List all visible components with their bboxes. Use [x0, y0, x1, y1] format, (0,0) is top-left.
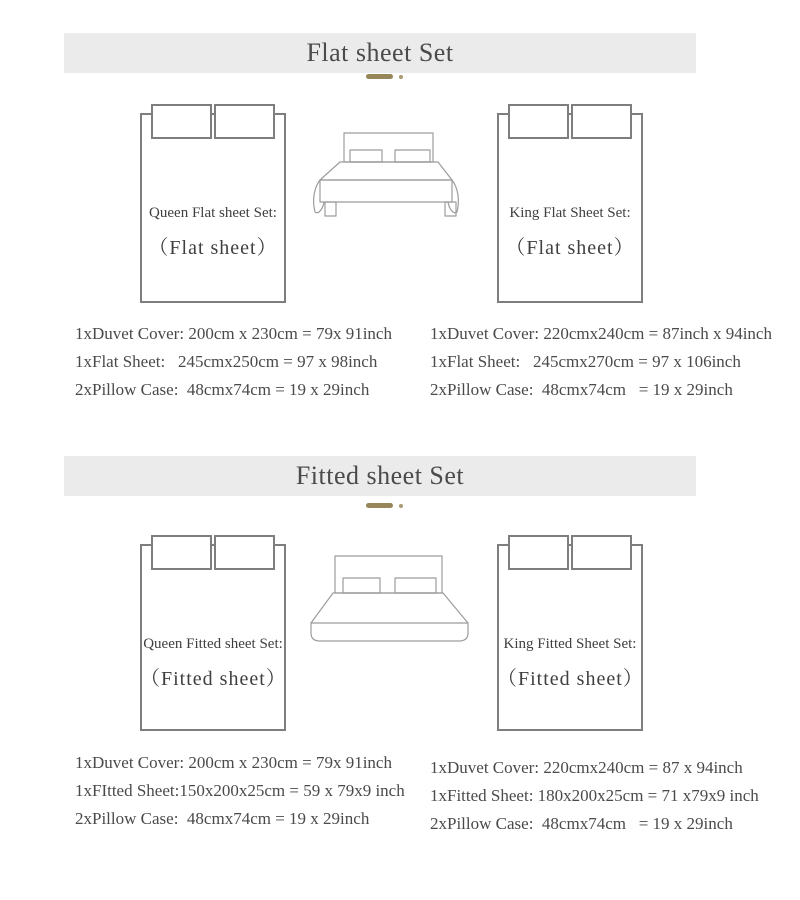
spec-line: 2xPillow Case: 48cmx74cm = 19 x 29inch: [430, 814, 733, 833]
fitted-section-title: Fitted sheet Set: [295, 461, 465, 490]
pillow-icon: [508, 535, 569, 570]
spec-line: 1xDuvet Cover: 220cmx240cm = 87 x 94inch: [430, 758, 743, 777]
king-fitted-specs: [430, 757, 759, 841]
dash-icon: [366, 74, 393, 79]
pillow-icon: [508, 104, 569, 139]
pillow-icon: [571, 104, 632, 139]
diagram-sublabel: （Flat sheet）: [148, 237, 278, 259]
dot-icon: [399, 75, 403, 79]
flat-section-title: Flat sheet Set: [306, 38, 454, 67]
dash-dot-divider-icon: [366, 503, 403, 508]
pillow-icon: [151, 535, 212, 570]
flat-section-banner: [64, 33, 696, 73]
fitted-section-banner: [64, 456, 696, 496]
king-flat-specs: [430, 323, 772, 407]
diagram-sublabel: （Flat sheet）: [505, 237, 635, 259]
pillow-icon: [214, 104, 275, 139]
spec-line: 2xPillow Case: 48cmx74cm = 19 x 29inch: [75, 380, 370, 399]
spec-line: 1xDuvet Cover: 220cmx240cm = 87inch x 94inch: [430, 324, 772, 343]
spec-line: 1xDuvet Cover: 200cm x 230cm = 79x 91inch: [75, 753, 392, 772]
bed-with-fitted-sheet-icon: [303, 553, 478, 648]
dash-dot-divider-icon: [366, 74, 403, 79]
pillow-icon: [214, 535, 275, 570]
queen-flat-specs: [75, 323, 392, 407]
spec-line: 1xDuvet Cover: 200cm x 230cm = 79x 91inch: [75, 324, 392, 343]
king-fitted-sheet-diagram: [497, 535, 643, 731]
diagram-label: Queen Flat sheet Set:: [149, 205, 277, 221]
dot-icon: [399, 504, 403, 508]
diagram-label: King Fitted Sheet Set:: [503, 636, 637, 652]
spec-line: 1xFItted Sheet:150x200x25cm = 59 x 79x9 inch: [75, 781, 405, 800]
pillow-icon: [151, 104, 212, 139]
bed-with-flat-sheet-icon: [303, 130, 478, 225]
queen-fitted-sheet-diagram: [140, 535, 286, 731]
diagram-sublabel: （Fitted sheet）: [497, 668, 644, 690]
spec-line: 1xFlat Sheet: 245cmx250cm = 97 x 98inch: [75, 352, 378, 371]
spec-line: 1xFitted Sheet: 180x200x25cm = 71 x79x9 inch: [430, 786, 759, 805]
diagram-sublabel: （Fitted sheet）: [140, 668, 287, 690]
spec-line: 2xPillow Case: 48cmx74cm = 19 x 29inch: [430, 380, 733, 399]
dash-icon: [366, 503, 393, 508]
king-flat-sheet-diagram: [497, 104, 643, 303]
queen-fitted-specs: [75, 752, 405, 836]
pillow-icon: [571, 535, 632, 570]
diagram-label: King Flat Sheet Set:: [509, 205, 631, 221]
spec-line: 1xFlat Sheet: 245cmx270cm = 97 x 106inch: [430, 352, 741, 371]
queen-flat-sheet-diagram: [140, 104, 286, 303]
diagram-label: Queen Fitted sheet Set:: [143, 636, 283, 652]
spec-line: 2xPillow Case: 48cmx74cm = 19 x 29inch: [75, 809, 370, 828]
